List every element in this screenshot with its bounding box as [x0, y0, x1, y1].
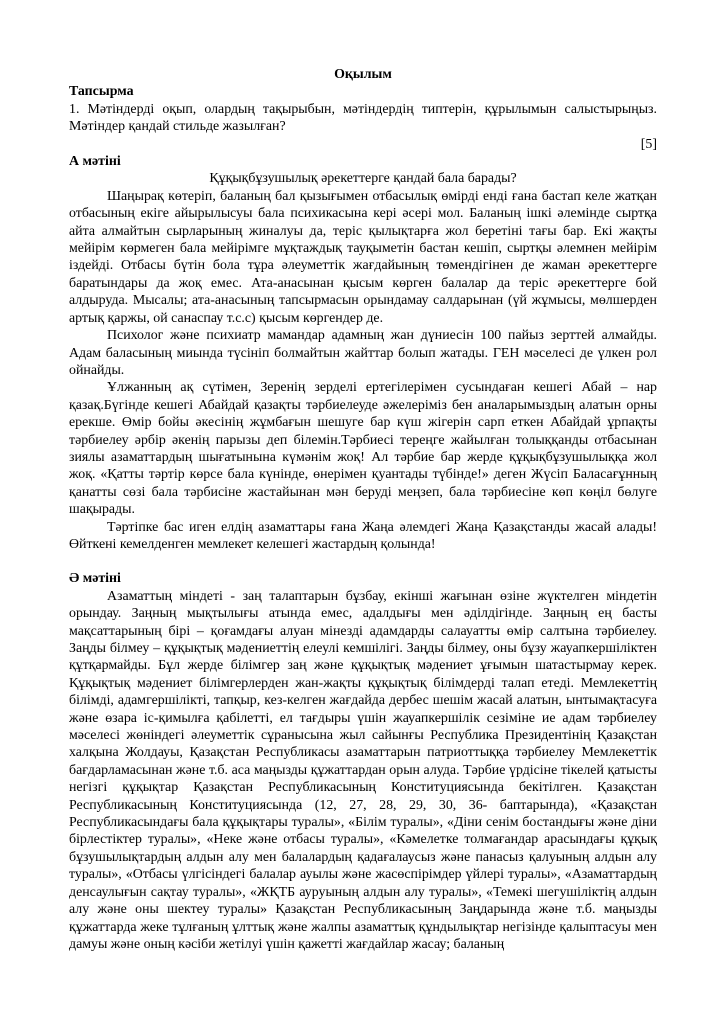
points-label: [5]	[640, 136, 657, 152]
text-a-heading: А мәтіні	[69, 154, 121, 170]
text-b-paragraph: Азаматтың міндеті - заң талаптарын бұзбау, екінші жағынан өзіне жүктелген міндетін орындау. Заңның мықтылығы атында емес, адалдығы мен әділдігінде. Заңның ең басты мақсаттарының бірі – қоғамдағы алуан мінезді адамдарды салауатты өмір салтына тәрбиелеу. Заңды білмеу – құқықтық мәдениеттің елеулі кемшілігі. Заңды білмеу, оны бұзу жауапкершіліктен құтқармайды. Бұл жерде білімгер заң және құқықтық мәдениет ұғымын шатастырмау керек. Құқықтық мәдениет білімгерлерден жан-жақты құқықтық білімдерді талап етеді. Мемлекеттің білімді, адамгершілікті, тапқыр, кез-келген жағдайда дербес шешім жасай алатын, ынтымақтасуға және өзара іс-қимылға қабілетті, ел тағдыры үшін жауапкершілік сезіміне ие адам тәрбиелеу мәселесі жөніндегі әлеуметтік сұранысына жыл сайынғы Республика Президентінің Қазақстан халқына Жолдауы, Қазақстан Республикасы азаматтарын патриоттыққа тәрбиелеу Мемлекеттік бағдарламасынан және т.б. аса маңызды құжаттардан орын алуда. Тәрбие үрдісіне тікелей қатысты негізгі құқықтар Қазақстан Республикасының Конституциясында бекітілген. Қазақстан Республикасының Конституциясында (12, 27, 28, 29, 30, 36- баптарында), «Қазақстан Республикасындағы бала құқықтары туралы», «Білім туралы», «Діни сенім бостандығы және діни бірлестіктер туралы», «Неке және отбасы туралы», «Кәмелетке толмағандар арасындағы құқық бұзушылықтардың алдын алу мен балалардың қадағалаусыз және панасыз қалуының алдын алу туралы», «Отбасы үлгісіндегі балалар ауылы және жасөспірімдер үйлері туралы», «Азаматтардың денсаулығын сақтау туралы», «ЖҚТБ ауруының алдын алу туралы», «Темекі шегушіліктің алдын алу және оны шектеу туралы» Қазақстан Республикасының Заңдарында және т.б. маңызды құжаттарда жеке тұлғаның ұлттық және жалпы азаматтық құндылықтар негізінде қалыптасуы мен дамуы және оның кәсіби жетілуі үшін қажетті жағдайлар жасау; баланың	[69, 588, 657, 952]
document-page	[69, 66, 657, 953]
text-a-subtitle: Құқықбұзушылық әрекеттерге қандай бала барады?	[209, 171, 517, 187]
task-text: 1. Мәтіндерді оқып, олардың тақырыбын, мәтіндердің типтерін, құрылымын салыстырыңыз. Мәтіндер қандай стильде жазылған?	[69, 101, 657, 135]
text-a-paragraph: Психолог және психиатр мамандар адамның жан дүниесін 100 пайыз зерттей алмайды. Адам баласының миында түсініп болмайтын жайттар болып жатады. ГЕН мәселесі де үлкен рол ойнайды.	[69, 328, 657, 378]
text-b-heading: Ә мәтіні	[69, 571, 121, 587]
text-a-paragraph: Ұлжанның ақ сүтімен, Зеренің зерделі ертегілерімен сусындаған кешегі Абай – нар қазақ.Бүгінде кешегі Абайдай қазақты тәрбиелеуде әжелеріміз бен аналарымыздың алатын орны ерекше. Өмір бойы әкесінің жұмбағын шешуге бар күш жігерін сарп еткен Абайдай ұрпақты тәрбиелеу әрбір әкенің парызы деп білемін.Тәрбиесі тереңге жайылған толыққанды отбасынан зиялы азаматтардың шығатынына күмәнім жоқ! Ал тәрбие бар жерде құқықбұзушылыққа жол жоқ. «Қатты тәртір көрсе бала күнінде, өнерімен қуантады түбінде!» деген Жүсіп Баласағұнның қанатты сөзі бала тәрбисіне жастайынан мән беруді меңзеп, бала тәрбиесіне көп көңіл бөлуге шақырады.	[69, 380, 657, 518]
text-a-paragraph: Тәртіпке бас иген елдің азаматтары ғана Жаңа әлемдегі Жаңа Қазақстанды жасай алады! Өйткені кемелденген мемлекет келешегі жастардың қолында!	[69, 519, 657, 552]
section-gap	[69, 553, 657, 570]
task-heading: Тапсырма	[69, 84, 134, 100]
document-title: Оқылым	[334, 67, 392, 82]
text-a-paragraph: Шаңырақ көтеріп, баланың бал қызығымен отбасылық өмірді енді ғана бастап келе жатқан отбасының екіге айырылысуы бала психикасына кері әсері мол. Баланың ішкі әлемінде сыртқа айта алмайтын сырларының жиналуы да, теріс қылықтарға жол беретіні тағы бар. Екі жақты мейірім көрмеген бала мейірімге мұқтаждық тауқыметін бастан кешіп, сыртқы әлемнен мейірім іздейді. Отбасы бүтін бола тұра әлеуметтік жағдайының төмендігінен де жаман әрекеттерге баратындары да жоқ емес. Ата-анасынан қысым көрген балалар да теріс әрекеттерге бой алдыруда. Мысалы; ата-анасының тапсырмасын орындамау салдарынан (үй жұмысы, мөлшерден артық қаржы, ой санаспау т.с.с) қысым көргендер де.	[69, 188, 657, 326]
